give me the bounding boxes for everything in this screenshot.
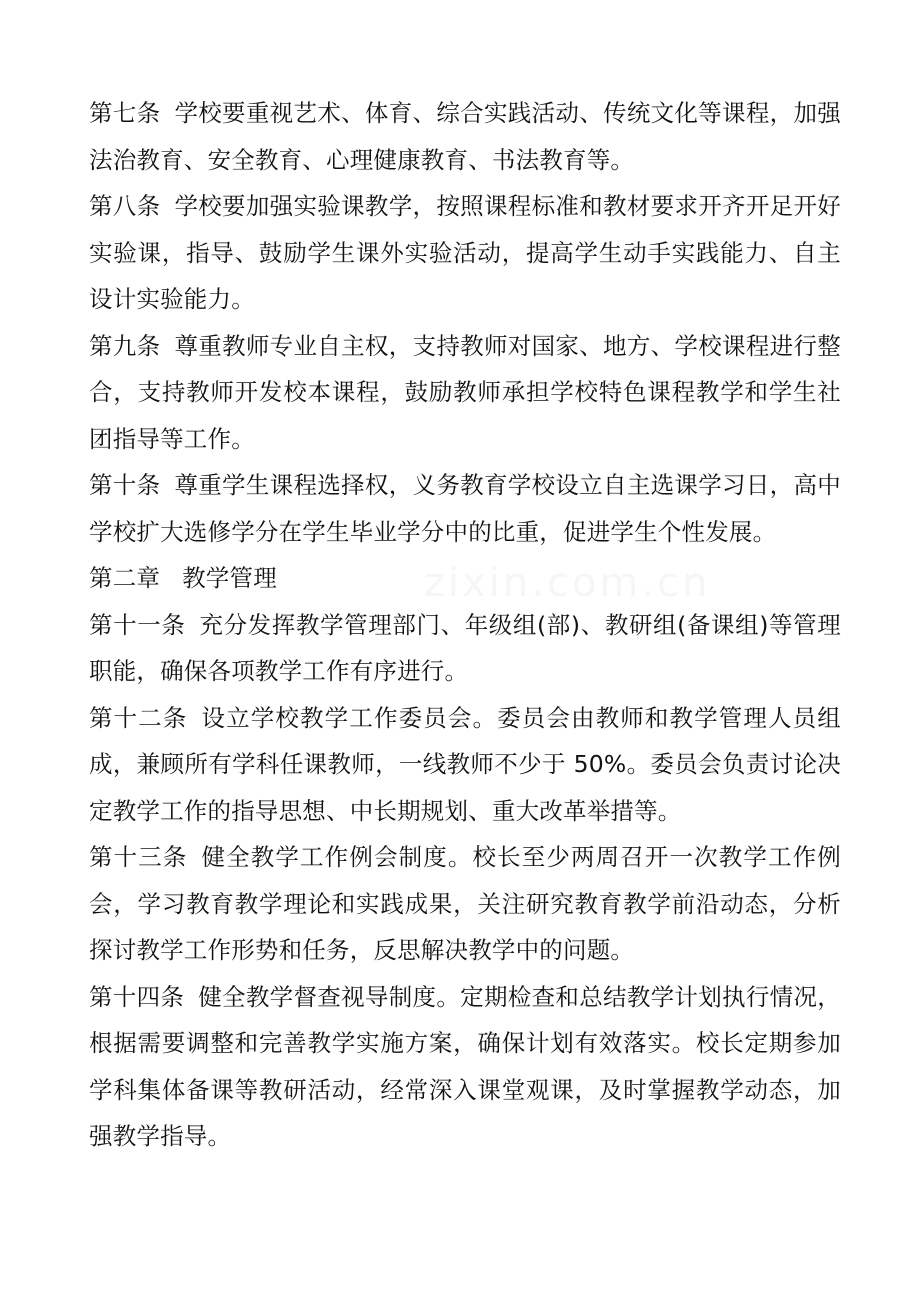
- article-12: [89, 695, 841, 835]
- article-11: [89, 602, 841, 695]
- article-text: 健全教学工作例会制度。校长至少两周召开一次教学工作例会，学习教育教学理论和实践成果，关注研究教育教学前沿动态，分析探讨教学工作形势和任务，反思解决教学中的问题。: [89, 843, 841, 964]
- article-number: 第十一条: [89, 610, 186, 639]
- chapter-heading: [89, 555, 841, 602]
- article-9: [89, 323, 841, 463]
- article-10: [89, 462, 841, 555]
- document-body: [89, 90, 841, 1160]
- article-number: 第七条: [89, 99, 161, 127]
- article-number: 第十条: [89, 471, 161, 499]
- article-8: [89, 183, 841, 323]
- article-text: 学校要加强实验课教学，按照课程标准和教材要求开齐开足开好实验课，指导、鼓励学生课外实验活动，提高学生动手实践能力、自主设计实验能力。: [89, 192, 841, 313]
- article-14: [89, 974, 841, 1160]
- article-number: 第八条: [89, 192, 161, 220]
- article-text: 健全教学督查视导制度。定期检查和总结教学计划执行情况，根据需要调整和完善教学实施方案，确保计划有效落实。校长定期参加学科集体备课等教研活动，经常深入课堂观课，及时掌握教学动态，加强教学指导。: [89, 982, 841, 1150]
- chapter-label: 第二章: [89, 564, 161, 592]
- article-number: 第十三条: [89, 843, 188, 871]
- article-text: 设立学校教学工作委员会。委员会由教师和教学管理人员组成，兼顾所有学科任课教师，一线教师不少于 50%。委员会负责讨论决定教学工作的指导思想、中长期规划、重大改革举措等。: [89, 703, 841, 825]
- article-7: [89, 90, 841, 183]
- article-13: [89, 834, 841, 974]
- article-text: 学校要重视艺术、体育、综合实践活动、传统文化等课程，加强法治教育、安全教育、心理健康教育、书法教育等。: [89, 99, 841, 174]
- article-number: 第十二条: [89, 703, 188, 732]
- article-number: 第九条: [89, 331, 161, 360]
- watermark: zixin.com.cn: [424, 560, 711, 606]
- chapter-title: 教学管理: [182, 564, 277, 592]
- article-text: 充分发挥教学管理部门、年级组(部)、教研组(备课组)等管理职能，确保各项教学工作有序进行。: [89, 610, 841, 685]
- article-number: 第十四条: [89, 982, 185, 1011]
- article-text: 尊重学生课程选择权，义务教育学校设立自主选课学习日，高中学校扩大选修学分在学生毕业学分中的比重，促进学生个性发展。: [89, 471, 841, 546]
- article-text: 尊重教师专业自主权，支持教师对国家、地方、学校课程进行整合，支持教师开发校本课程，鼓励教师承担学校特色课程教学和学生社团指导等工作。: [89, 331, 841, 453]
